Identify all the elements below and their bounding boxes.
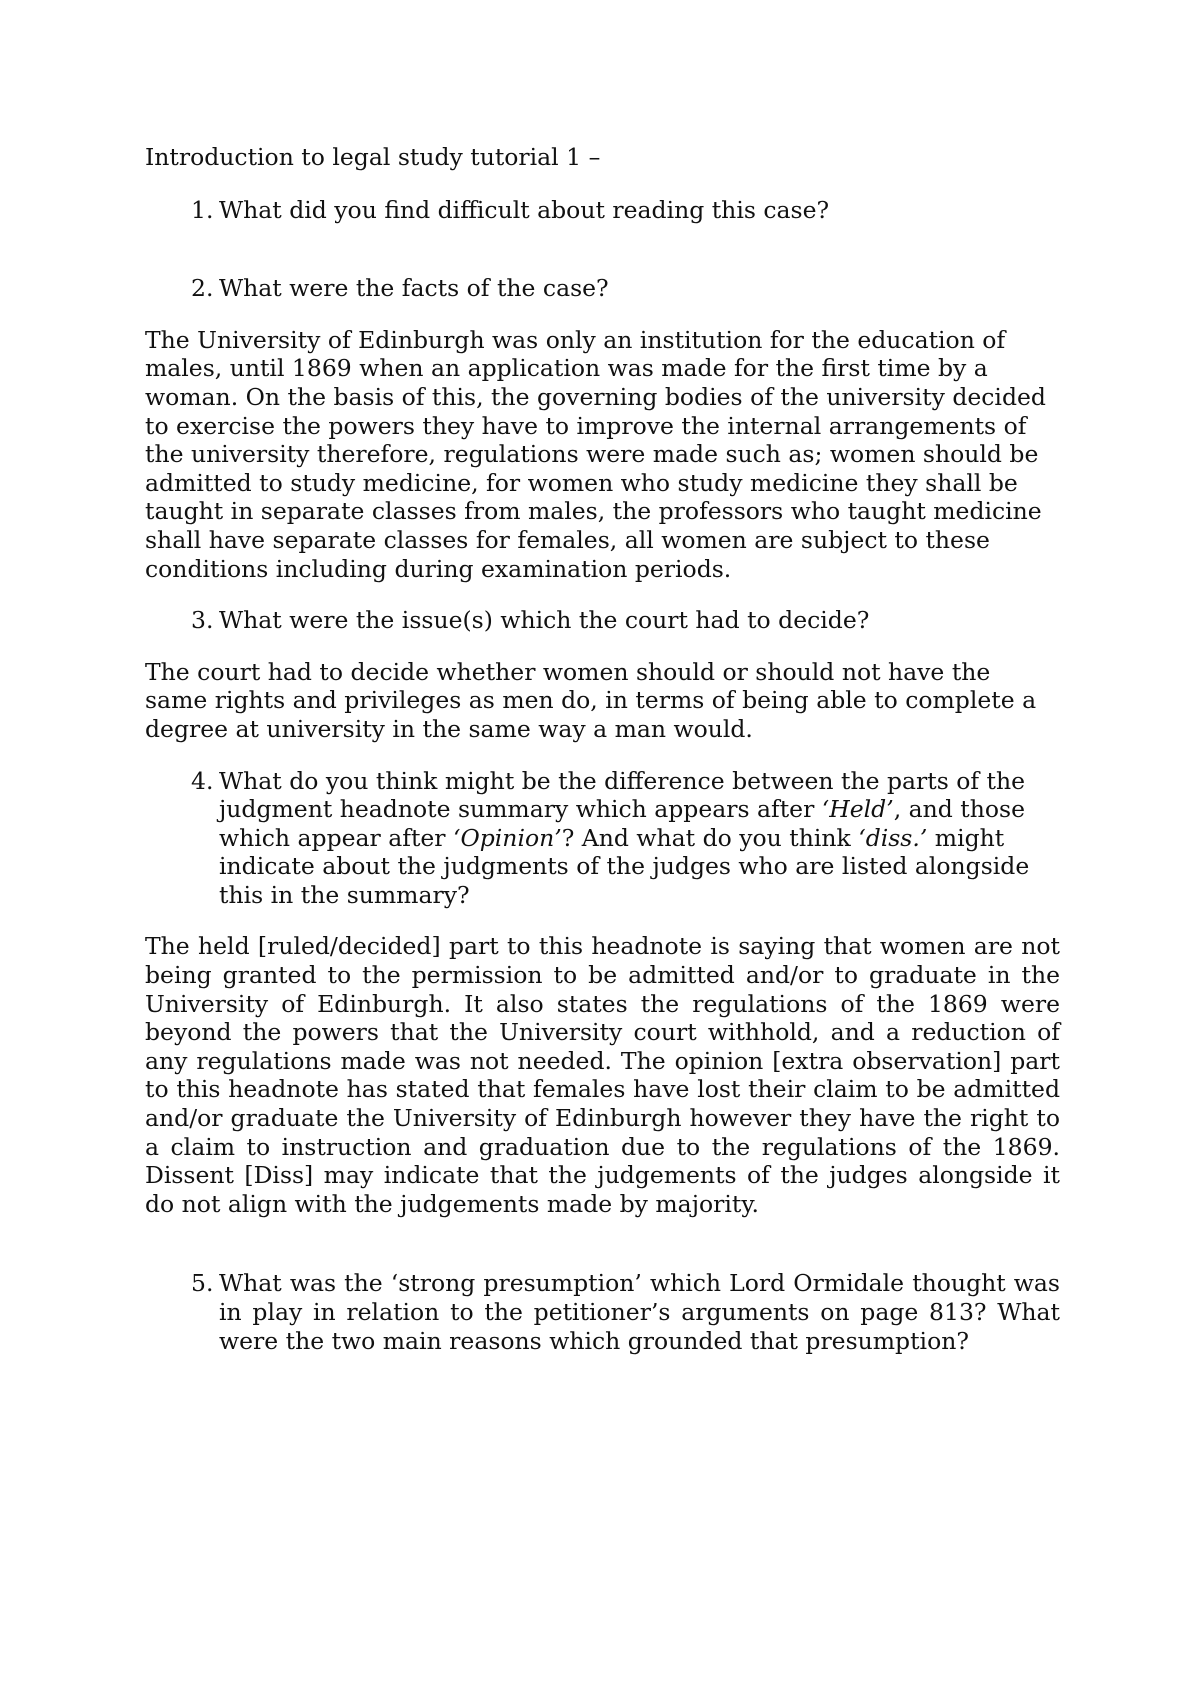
question-3 [145,606,1060,635]
question-5-text: What was the ‘strong presumption’ which Lord Ormidale thought was in play in relation to the petitioner’s arguments on page 813? What were the two main reasons which grounded that presumption? [219,1269,1060,1355]
opinion-term: ‘Opinion’ [453,823,562,852]
question-4-text: What do you think might be the difference between the parts of the judgment headnote summary which appears after ‘Held’, and those which appear after ‘Opinion’? And what do you think ‘diss.’ might indicate about the judgments of the judges who are listed alongside this in the summary? [219,766,1030,909]
question-5-number: 5. [191,1269,214,1298]
document-title: Introduction to legal study tutorial 1 – [145,143,601,171]
question-4-number: 4. [191,766,214,795]
question-2 [145,274,1060,303]
question-3-text: What were the issue(s) which the court had to decide? [219,606,870,635]
question-5 [145,1269,1060,1355]
document-page [145,143,1060,1355]
question-1 [145,196,1060,225]
answer-4-paragraph: The held [ruled/decided] part to this headnote is saying that women are not being granted to the permission to be admitted and/or to graduate in the University of Edinburgh. It also states the regulations of the 1869 were beyond the powers that the University court withhold, and a reduction of any regulations made was not needed. The opinion [extra observation] part to this headnote has stated that females have lost their claim to be admitted and/or graduate the University of Edinburgh however they have the right to a claim to instruction and graduation due to the regulations of the 1869. Dissent [Diss] may indicate that the judgements of the judges alongside it do not align with the judgements made by majority. [145,932,1060,1218]
question-3-number: 3. [191,606,214,635]
answer-2-paragraph: The University of Edinburgh was only an institution for the education of males, until 1869 when an application was made for the first time by a woman. On the basis of this, the governing bodies of the university decided to exercise the powers they have to improve the internal arrangements of the university therefore, regulations were made such as; women should be admitted to study medicine, for women who study medicine they shall be taught in separate classes from males, the professors who taught medicine shall have separate classes for females, all women are subject to these conditions including during examination periods. [145,325,1046,583]
question-1-number: 1. [191,195,214,224]
question-1-text: What did you find difficult about reading this case? [219,195,830,224]
held-term: ‘Held’ [821,795,894,824]
answer-3-paragraph: The court had to decide whether women should or should not have the same rights and privileges as men do, in terms of being able to complete a degree at university in the same way a man would. [145,657,1037,743]
diss-term: ‘diss.’ [858,823,928,852]
question-2-number: 2. [191,274,214,303]
question-4 [145,767,1060,910]
question-2-text: What were the facts of the case? [219,274,609,303]
